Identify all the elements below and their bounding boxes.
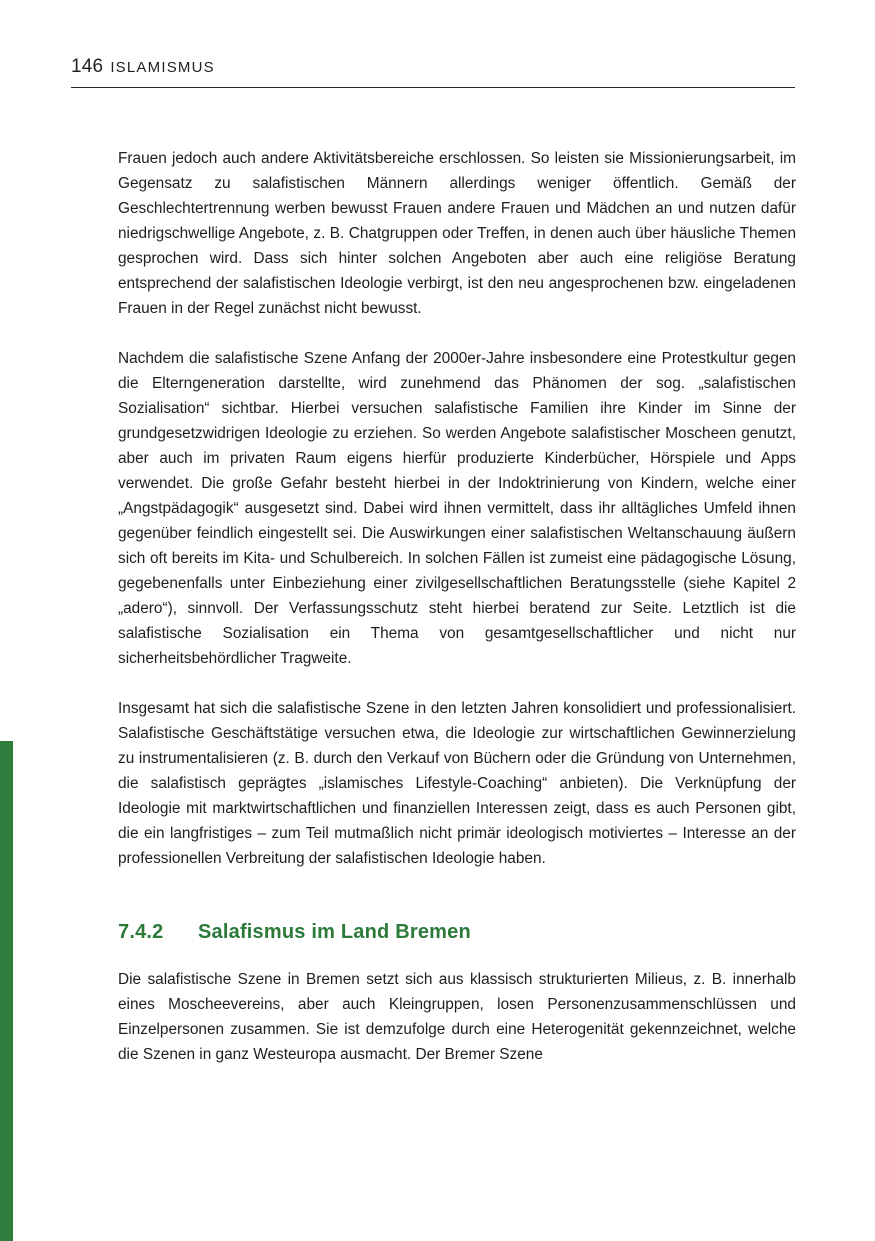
chapter-thumb-bar: [0, 741, 13, 1241]
subsection-heading: [118, 918, 796, 946]
page-number: 146: [71, 56, 104, 77]
paragraph-bremen-scene: Die salafistische Szene in Bremen setzt sich aus klassisch strukturierten Milieus, z. B. innerhalb eines Moscheevereins, aber auch Kleingruppen, losen Personenzusammenschlüssen und Einzelpersonen zusammen. Sie ist demzufolge durch eine Heterogenität gekennzeichnet, welche die Szenen in ganz Westeuropa ausmacht. Der Bremer Szene: [118, 971, 796, 1063]
running-header: [71, 56, 795, 88]
paragraph-salafist-socialisation: Nachdem die salafistische Szene Anfang der 2000er-Jahre insbesondere eine Protestkultur gegen die Elterngeneration darstellte, wird zunehmend das Phänomen der sog. „salafistischen Sozialisation“ sichtbar. Hierbei versuchen salafistische Familien ihre Kinder im Sinne der grundgesetzwidrigen Ideologie zu erziehen. So werden Angebote salafistischer Moscheen genutzt, aber auch im privaten Raum eigens hierfür produzierte Kinderbücher, Hörspiele und Apps verwendet. Die große Gefahr besteht hierbei in der Indoktrinierung von Kindern, welche einer „Angstpädagogik“ ausgesetzt sind. Dabei wird ihnen vermittelt, dass ihr alltägliches Umfeld ihnen gegenüber feindlich eingestellt sei. Die Auswirkungen einer salafistischen Weltanschauung äußern sich oft bereits im Kita- und Schulbereich. In solchen Fällen ist zumeist eine pädagogische Lösung, gegebenenfalls unter Einbeziehung einer zivilgesellschaftlichen Beratungsstelle (siehe Kapitel 2 „adero“), sinnvoll. Der Verfassungsschutz steht hierbei beratend zur Seite. Letztlich ist die salafistische Sozialisation ein Thema von gesamtgesellschaftlicher und nicht nur sicherheitsbehördlicher Tragweite.: [118, 350, 796, 667]
subsection-title: Salafismus im Land Bremen: [198, 921, 471, 943]
paragraph-women-activities: Frauen jedoch auch andere Aktivitätsbereiche erschlossen. So leisten sie Missionierungsarbeit, im Gegensatz zu salafistischen Männern allerdings weniger öffentlich. Gemäß der Geschlechtertrennung werben bewusst Frauen andere Frauen und Mädchen an und nutzen dafür niedrigschwellige Angebote, z. B. Chatgruppen oder Treffen, in denen auch über häusliche Themen gesprochen wird. Dass sich hinter solchen Angeboten aber auch eine religiöse Beratung entsprechend der salafistischen Ideologie verbirgt, ist den neu angesprochenen bzw. eingeladenen Frauen in der Regel zunächst nicht bewusst.: [118, 150, 796, 317]
paragraph-professionalisation: Insgesamt hat sich die salafistische Szene in den letzten Jahren konsolidiert und professionalisiert. Salafistische Geschäftstätige versuchen etwa, die Ideologie zur wirtschaftlichen Gewinnerzielung zu instrumentalisieren (z. B. durch den Verkauf von Büchern oder die Gründung von Unternehmen, die salafistisch geprägtes „islamisches Lifestyle-Coaching“ anbieten). Die Verknüpfung der Ideologie mit marktwirtschaftlichen und finanziellen Interessen zeigt, dass es auch Personen gibt, die ein langfristiges – zum Teil mutmaßlich nicht primär ideologisch motiviertes – Interesse an der professionellen Verbreitung der salafistischen Ideologie haben.: [118, 700, 796, 867]
subsection-number: 7.4.2: [118, 921, 164, 943]
body-text: [118, 146, 796, 1067]
running-section-title: ISLAMISMUS: [110, 59, 215, 76]
